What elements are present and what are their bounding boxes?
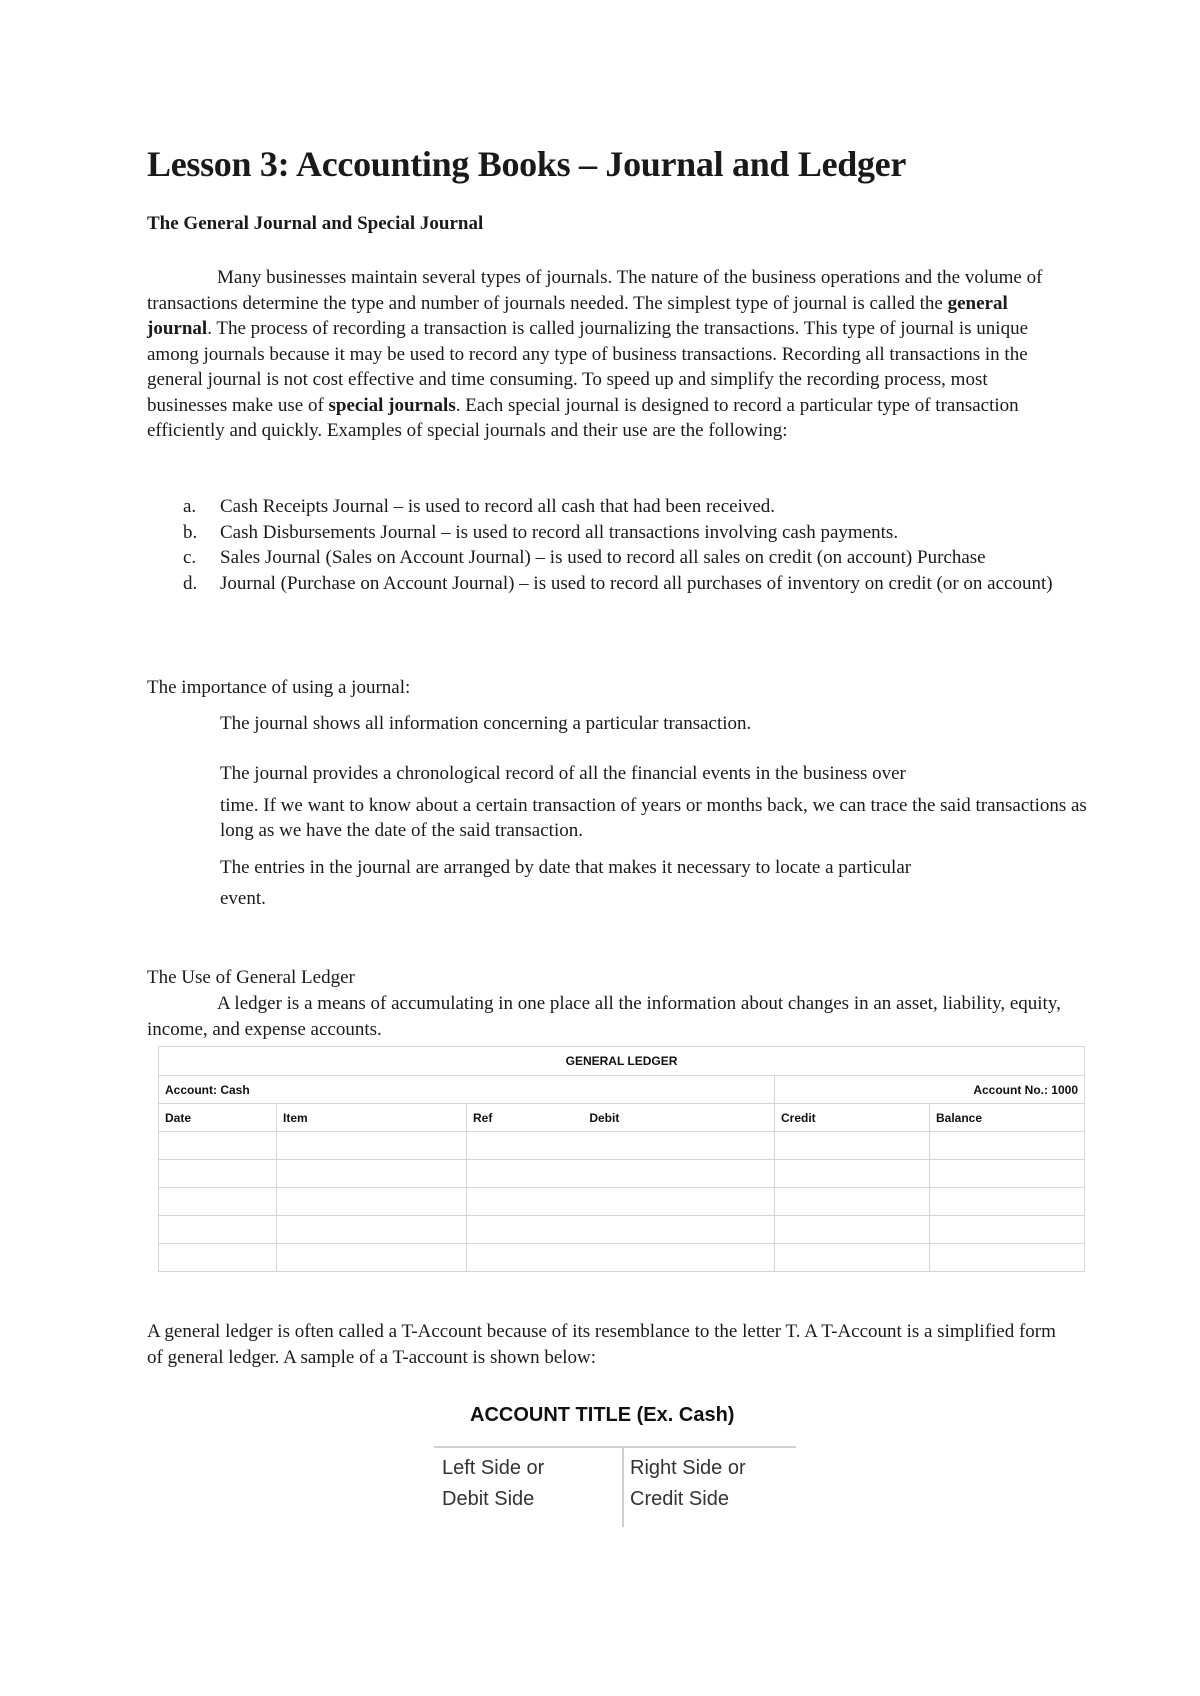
column-header-credit: Credit [775, 1104, 930, 1132]
table-row [159, 1160, 1085, 1188]
t-account-title: ACCOUNT TITLE (Ex. Cash) [470, 1404, 735, 1426]
t-account-vertical-line [622, 1447, 624, 1527]
list-item: b. Cash Disbursements Journal – is used to record all transactions involving cash payments. [183, 521, 899, 543]
ledger-account-number: Account No.: 1000 [775, 1076, 1085, 1104]
intro-paragraph [147, 265, 1067, 444]
table-row [159, 1132, 1085, 1160]
list-item: d. Journal (Purchase on Account Journal) – is used to record all purchases of inventory on credit (or on account) [183, 572, 1053, 594]
ledger-section-heading: The Use of General Ledger [147, 967, 355, 988]
column-header-ref: Ref [473, 1110, 493, 1125]
importance-point-2: The journal provides a chronological record of all the financial events in the business over time. If we want to know about a certain transaction of years or months back, we can trace the said transactions as long as we have the date of the said transaction. [220, 763, 1087, 841]
term-special-journals: special journals [328, 394, 456, 416]
intro-text-3: . Each special journal is designed to record a particular type of transaction efficiently and quickly. Examples of special journals and their use are the following: [147, 394, 1019, 441]
column-header-date: Date [159, 1104, 277, 1132]
column-header-item: Item [277, 1104, 467, 1132]
section-heading-general-special-journal: The General Journal and Special Journal [147, 213, 484, 234]
ledger-title: GENERAL LEDGER [159, 1047, 1085, 1076]
table-row [159, 1216, 1085, 1244]
ledger-account-name: Account: Cash [159, 1076, 775, 1104]
list-item: a. Cash Receipts Journal – is used to record all cash that had been received. [183, 496, 776, 517]
t-account-horizontal-line [434, 1446, 796, 1448]
special-journals-list [147, 494, 1077, 596]
importance-point-3: The entries in the journal are arranged by date that makes it necessary to locate a particular event. [220, 857, 912, 909]
t-account-credit-side: Right Side or Credit Side [630, 1457, 746, 1510]
general-ledger-table [158, 1046, 1085, 1272]
importance-point-1: The journal shows all information concerning a particular transaction. [220, 713, 752, 734]
importance-heading: The importance of using a journal: [147, 677, 411, 698]
table-row [159, 1244, 1085, 1272]
ledger-paragraph: A ledger is a means of accumulating in one place all the information about changes in an asset, liability, equity, income, and expense accounts. [147, 993, 1061, 1040]
intro-text-2: . The process of recording a transaction is called journalizing the transactions. This type of journal is unique among journals because it may be used to record any type of business transactions. Recording all transactions in the general journal is not cost effective and time consuming. To speed up and simplify the recording process, most businesses make use of [147, 318, 1029, 416]
column-header-ref-debit [467, 1104, 775, 1132]
column-header-balance: Balance [930, 1104, 1085, 1132]
list-item: c. Sales Journal (Sales on Account Journal) – is used to record all sales on credit (on account) Purchase [183, 547, 986, 568]
ledger-column-headers [159, 1104, 1085, 1132]
table-row [159, 1188, 1085, 1216]
page-title: Lesson 3: Accounting Books – Journal and Ledger [147, 144, 907, 184]
t-account-debit-side: Left Side or Debit Side [442, 1457, 545, 1510]
t-account-intro: A general ledger is often called a T-Account because of its resemblance to the letter T. A T-Account is a simplified form of general ledger. A sample of a T-account is shown below: [147, 1321, 1056, 1368]
intro-text-1: Many businesses maintain several types of journals. The nature of the business operations and the volume of transactions determine the type and number of journals needed. The simplest type of journal is called the [147, 267, 1043, 314]
term-general-journal: general journal [147, 292, 1008, 339]
column-header-debit: Debit [589, 1110, 620, 1125]
